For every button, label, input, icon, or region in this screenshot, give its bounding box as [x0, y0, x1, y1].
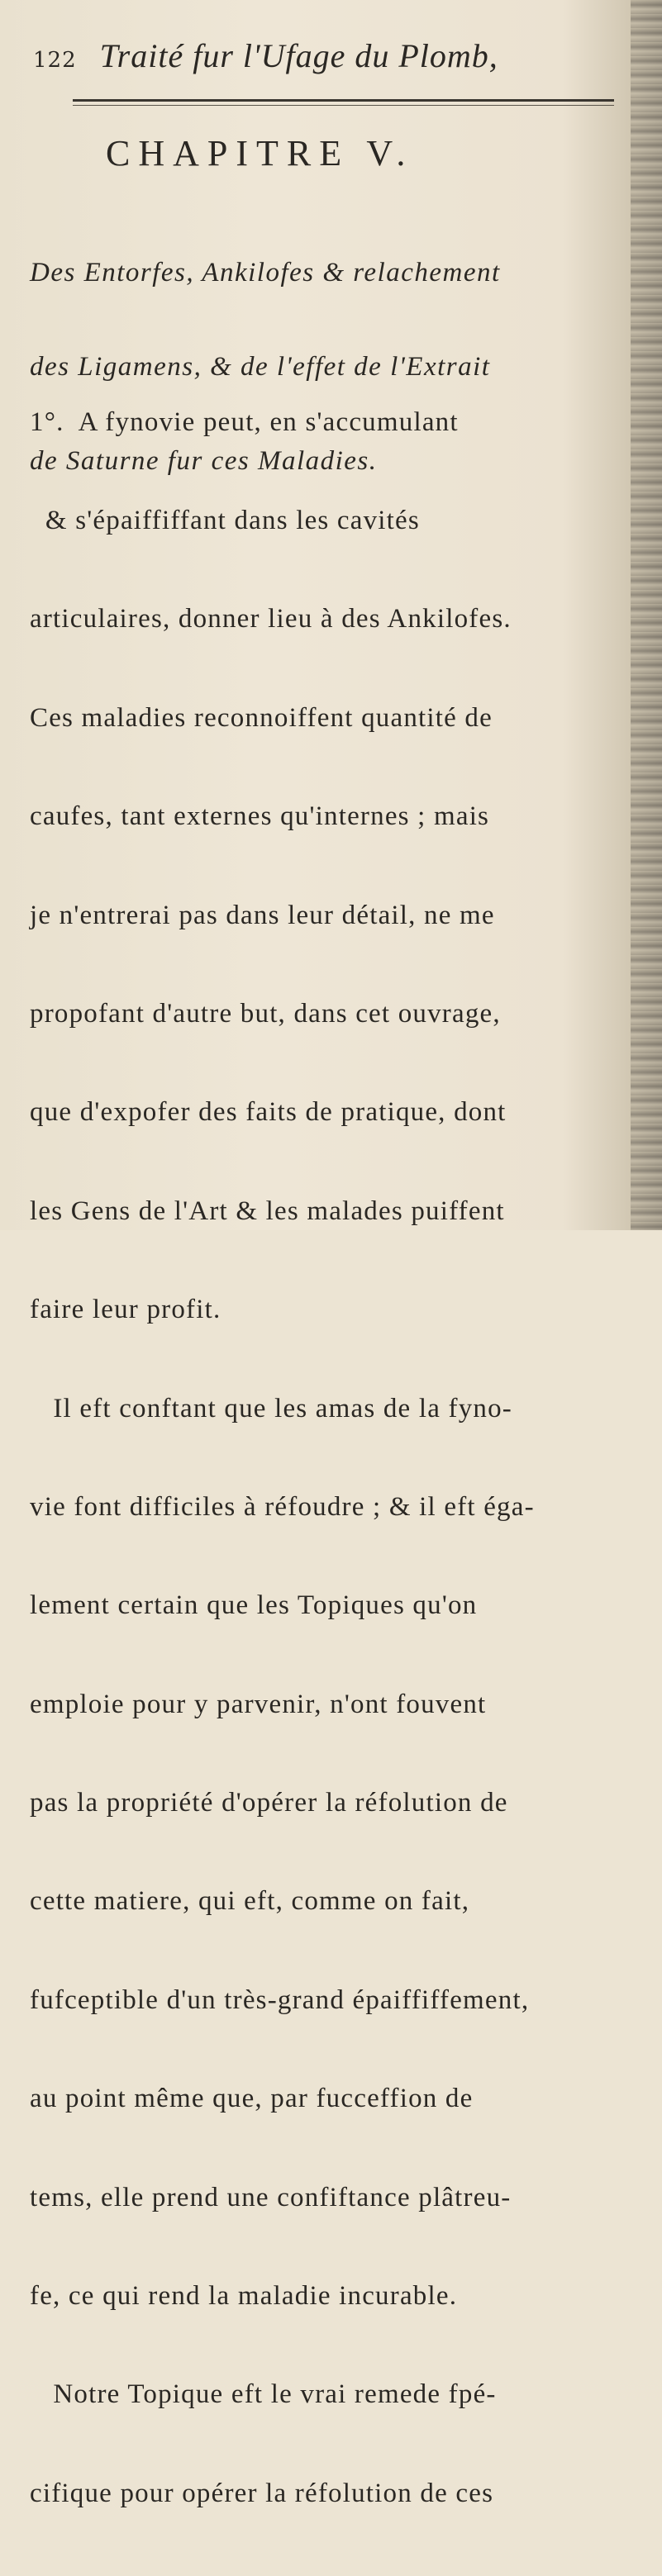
- text-line: articulaires, donner lieu à des Ankilofes.: [30, 604, 512, 634]
- text-line: tems, elle prend une confiftance plâtreu-: [30, 2182, 512, 2212]
- running-title: Traité fur l'Ufage du Plomb,: [99, 37, 498, 74]
- text-line: fufceptible d'un très-grand épaiffiffement,: [30, 1984, 530, 2015]
- text-line: vie font difficiles à réfoudre ; & il eft éga-: [30, 1491, 535, 1522]
- text-line: caufes, tant externes qu'internes ; mais: [30, 801, 490, 832]
- text-line: emploie pour y parvenir, n'ont fouvent: [30, 1689, 487, 1719]
- text-line: je n'entrerai pas dans leur détail, ne me: [30, 900, 495, 930]
- text-line: cifique pour opérer la réfolution de ces: [30, 2478, 494, 2508]
- text-line: que d'expofer des faits de pratique, dont: [30, 1097, 507, 1128]
- text-line: faire leur profit.: [30, 1295, 221, 1325]
- header-rule: [73, 99, 614, 106]
- subtitle-line: des Ligamens, & de l'effet de l'Extrait: [30, 352, 491, 382]
- text-line: pas la propriété d'opérer la réfolution de: [30, 1788, 508, 1818]
- page-header: [33, 36, 612, 86]
- text-line: fe, ce qui rend la maladie incurable.: [30, 2281, 458, 2312]
- subtitle-line: Des Entorfes, Ankilofes & relachement: [30, 258, 501, 288]
- text-line: 1°. A fynovie peut, en s'accumulant: [30, 406, 459, 437]
- body-text: [30, 340, 641, 2576]
- page-number: 122: [33, 48, 77, 73]
- text-line: Ces maladies reconnoiffent quantité de: [30, 702, 493, 733]
- text-line: cette matiere, qui eft, comme on fait,: [30, 1886, 470, 1917]
- text-line: Notre Topique eft le vrai remede fpé-: [30, 2379, 497, 2410]
- chapter-heading: CHAPITRE V.: [106, 133, 414, 173]
- text-line: propofant d'autre but, dans cet ouvrage,: [30, 998, 501, 1029]
- text-line: Il eft conftant que les amas de la fyno-: [30, 1393, 512, 1423]
- text-line: lement certain que les Topiques qu'on: [30, 1590, 478, 1621]
- text-line: au point même que, par fucceffion de: [30, 2084, 474, 2114]
- subtitle-line: de Saturne fur ces Maladies.: [30, 446, 378, 476]
- text-line: les Gens de l'Art & les malades puiffent: [30, 1195, 505, 1226]
- text-line: & s'épaiffiffant dans les cavités: [30, 505, 420, 535]
